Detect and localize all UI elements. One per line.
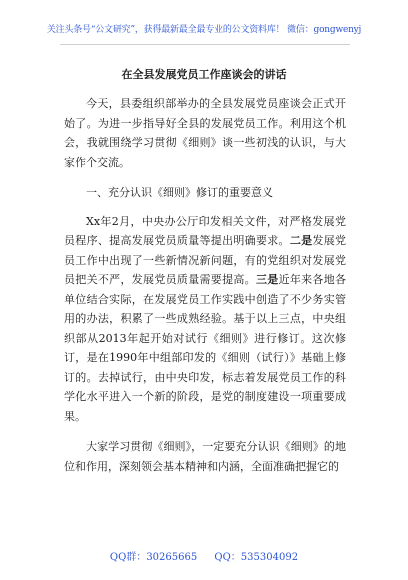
para-text-2: 发展党员工作中出现了一些新情况新问题，有的党组织对发展党员把关不严，发展党员质量需要提高。 <box>64 234 347 286</box>
page-footer-contact: QQ群：30265665 QQ：535304092 <box>109 552 299 563</box>
emphasis-point-three: 三是 <box>255 273 279 286</box>
body-paragraph <box>64 212 346 427</box>
para-text-1: Xx年2月，中央办公厅印发相关文件，对严格发展党员程序、提高发展党员质量等提出明确要求。 <box>64 214 346 247</box>
intro-paragraph: 今天，县委组织部举办的全县发展党员座谈会正式开始了。为进一步指导好全县的发展党员工作。利用这个机会，我就围绕学习贯彻《细则》谈一些初浅的认识，与大家作个交流。 <box>64 97 346 169</box>
page-header-banner: 关注头条号“公文研究”，获得最新最全最专业的公文资料库！ 微信：gongwenyj <box>46 25 362 35</box>
section-heading: 一、充分认识《细则》修订的重要意义 <box>86 186 273 199</box>
header-divider <box>60 44 350 45</box>
emphasis-point-two: 二是 <box>289 234 313 247</box>
closing-paragraph: 大家学习贯彻《细则》，一定要充分认识《细则》的地位和作用，深刻领会基本精神和内涵，全面准确把握它的 <box>64 440 346 473</box>
document-title: 在全县发展党员工作座谈会的讲话 <box>121 68 287 81</box>
para-text-3: 近年来各地各单位结合实际，在发展党员工作实践中创造了不少务实管用的办法，积累了一些成熟经验。基于以上三点，中央组织部从2013年起开始对试行《细则》进行修订。这次修订，是在1990年中组部印发的《细则（试行）》基础上修订的。去掉试行，由中央印发，标志着发展党员工作的科学化水平进入一个新的阶段，是党的制度建设一项重要成果。 <box>64 273 347 423</box>
document-body <box>64 94 346 487</box>
